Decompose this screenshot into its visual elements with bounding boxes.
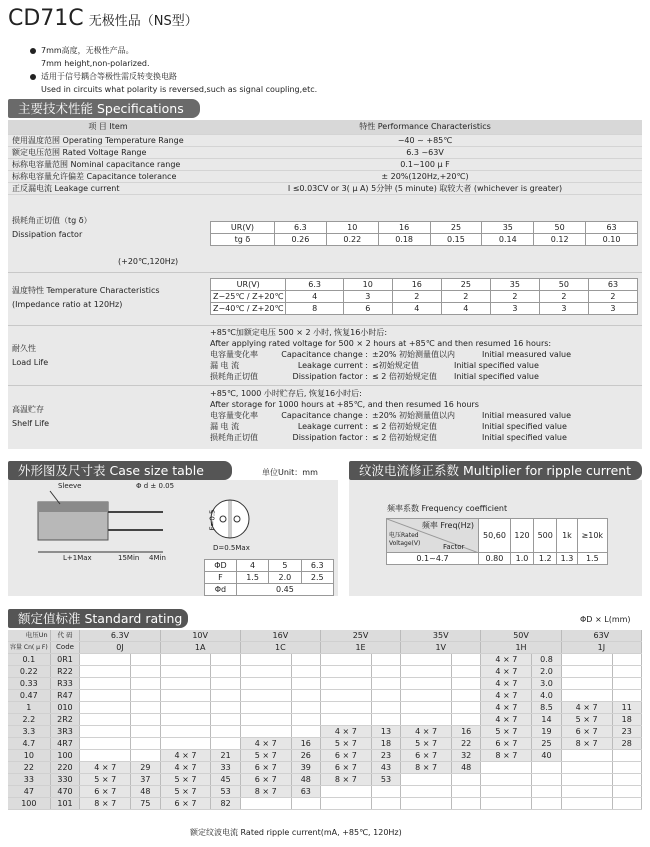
ripple-current-cell: 53 [371, 774, 400, 786]
case-size-cell [160, 666, 211, 678]
case-table: ΦD 4 5 6.3 F 1.5 2.0 2.5 Φd 0.45 [204, 559, 334, 596]
case-size-cell [160, 702, 211, 714]
case-size-cell [320, 714, 371, 726]
case-size-cell: 8 × 7 [561, 738, 612, 750]
case-size-cell: 8 × 7 [80, 798, 131, 810]
case-size-cell: 6 × 7 [160, 798, 211, 810]
df-table: UR(V) 6.3 10 16 25 35 50 63 tg δ 0.26 0.22 0.18 0.15 0.14 0.12 0.10 [210, 221, 638, 246]
case-size-cell: 6 × 7 [561, 726, 612, 738]
ripple-current-cell [612, 774, 641, 786]
ripple-current-cell [612, 750, 641, 762]
case-size-cell [481, 786, 532, 798]
std-footnote: 额定纹波电流 Rated ripple current(mA, +85℃, 120Hz) [190, 828, 402, 837]
ripple-current-cell [371, 678, 400, 690]
sleeve-label: Sleeve [58, 482, 82, 490]
case-size-cell: 4 × 7 [481, 702, 532, 714]
case-size-cell: 6 × 7 [320, 762, 371, 774]
ripple-current-cell [371, 666, 400, 678]
case-size-cell [80, 750, 131, 762]
ripple-current-cell [532, 786, 561, 798]
case-size-cell [481, 762, 532, 774]
ripple-current-cell [532, 774, 561, 786]
case-size-cell [80, 714, 131, 726]
min4-label: 4Min [149, 554, 166, 562]
ripple-current-cell [532, 762, 561, 774]
ripple-current-cell: 16 [452, 726, 481, 738]
ripple-current-cell: 45 [211, 774, 240, 786]
case-size-cell [240, 678, 291, 690]
ripple-current-cell: 63 [291, 786, 320, 798]
ripple-current-cell [452, 702, 481, 714]
shelf-label: 高温贮存 Shelf Life [12, 405, 50, 428]
ripple-current-cell [211, 702, 240, 714]
ripple-current-cell [291, 654, 320, 666]
case-size-cell [80, 738, 131, 750]
case-size-cell: 6 × 7 [401, 750, 452, 762]
case-panel [8, 480, 338, 596]
case-size-cell [401, 702, 452, 714]
case-size-cell [561, 678, 612, 690]
ripple-current-cell: 43 [371, 762, 400, 774]
ripple-current-cell [211, 738, 240, 750]
ripple-current-cell [291, 714, 320, 726]
title-model: CD71C [8, 6, 84, 31]
feature-1-en: 7mm height,non-polarized. [41, 59, 150, 68]
ripple-current-cell: 13 [371, 726, 400, 738]
ripple-current-cell: 29 [131, 762, 160, 774]
bullet-icon [30, 48, 36, 54]
ripple-current-cell [131, 750, 160, 762]
std-unit: ΦD × L(mm) [580, 615, 631, 624]
ripple-current-cell [532, 798, 561, 810]
case-size-cell: 4 × 7 [481, 714, 532, 726]
case-size-cell [481, 774, 532, 786]
ripple-current-cell [612, 690, 641, 702]
bullet-icon [30, 74, 36, 80]
case-size-cell: 4 × 7 [481, 666, 532, 678]
ripple-current-cell: 11 [612, 702, 641, 714]
case-size-cell [80, 666, 131, 678]
spec-head-item: 项 目 Item [8, 120, 208, 134]
case-size-cell: 6 × 7 [320, 750, 371, 762]
case-size-cell: 4 × 7 [240, 738, 291, 750]
case-size-cell [561, 786, 612, 798]
ripple-current-cell [131, 666, 160, 678]
case-size-cell [80, 690, 131, 702]
ripple-current-cell: 53 [211, 786, 240, 798]
ripple-current-cell [131, 702, 160, 714]
ripple-current-cell [131, 738, 160, 750]
load-label: 耐久性 Load Life [12, 344, 49, 367]
ripple-current-cell: 28 [612, 738, 641, 750]
case-size-cell [401, 714, 452, 726]
ripple-current-cell [131, 690, 160, 702]
case-size-cell: 6 × 7 [80, 786, 131, 798]
case-size-cell [561, 774, 612, 786]
case-size-cell: 6 × 7 [240, 762, 291, 774]
table-row: 2.2 2R2 4 × 7 14 5 × 7 18 [8, 714, 642, 726]
case-size-cell [160, 738, 211, 750]
case-size-cell: 4 × 7 [160, 762, 211, 774]
case-size-cell: 5 × 7 [80, 774, 131, 786]
ripple-current-cell: 37 [131, 774, 160, 786]
ripple-current-cell [291, 726, 320, 738]
case-size-cell [401, 786, 452, 798]
spec-section-title: 主要技术性能 Specifications [8, 99, 200, 118]
table-row: 3.3 3R3 4 × 7 13 4 × 7 16 5 × 7 19 6 × 7 23 [8, 726, 642, 738]
table-row: 0.33 R33 4 × 7 3.0 [8, 678, 642, 690]
temp-table: UR(V) 6.3 10 16 25 35 50 63 Z−25℃ / Z+20℃ 4 3 2 2 2 2 2 Z−40℃ / Z+20℃ 8 6 4 4 3 3 3 [210, 278, 638, 315]
case-size-cell [320, 702, 371, 714]
table-row: 0.1 0R1 4 × 7 0.8 [8, 654, 642, 666]
ripple-current-cell [371, 654, 400, 666]
feature-2-zh: 适用于信号耦合等极性需反转变换电路 [30, 70, 317, 83]
case-size-cell [240, 690, 291, 702]
ripple-current-cell [452, 678, 481, 690]
ripple-current-cell [211, 690, 240, 702]
table-row: 33 330 5 × 7 37 5 × 7 45 6 × 7 48 8 × 7 53 [8, 774, 642, 786]
feature-2-en: Used in circuits what polarity is reversed,such as signal coupling,etc. [41, 85, 318, 94]
case-size-cell [240, 654, 291, 666]
case-section-title: 外形图及尺寸表 Case size table [8, 461, 232, 480]
ripple-current-cell: 18 [371, 738, 400, 750]
case-size-cell: 6 × 7 [481, 738, 532, 750]
df-label: 损耗角正切值（tg δ） Dissipation factor [12, 216, 92, 239]
ripple-current-cell: 48 [131, 786, 160, 798]
ripple-current-cell: 4.0 [532, 690, 561, 702]
case-size-cell [240, 714, 291, 726]
ripple-current-cell [612, 678, 641, 690]
ripple-current-cell: 3.0 [532, 678, 561, 690]
case-size-cell [240, 726, 291, 738]
ripple-current-cell [211, 654, 240, 666]
case-size-cell [401, 774, 452, 786]
feature-1-zh: 7mm高度，无极性产品。 [30, 44, 317, 57]
ripple-current-cell [612, 786, 641, 798]
std-section-title: 额定值标准 Standard rating [8, 609, 188, 628]
case-size-cell: 4 × 7 [481, 678, 532, 690]
f-label: F=0.5 [208, 509, 217, 531]
load-details: +85℃加额定电压 500 × 2 小时, 恢复16小时后: After applying rated voltage for 500 × 2 hours at +85℃ and then resumed 16 hours: 电容量变化率 Capacitance change : ±20% 初始测量值以内 Initial measured value 漏 电 流 Leakage current : ≤初始规定值 Initial specified value 损耗角正切值 Dissipation factor : ≤ 2 倍初始规定值 Initial specified value [210, 328, 572, 381]
ripple-current-cell [612, 798, 641, 810]
case-size-cell: 4 × 7 [481, 690, 532, 702]
spec-val-leak: I ≤0.03CV or 3( μ A) 5分钟 (5 minute) 取较大者 (whichever is greater) [208, 182, 642, 194]
spec-val-voltage: 6.3 ~63V [208, 146, 642, 158]
ripple-current-cell: 0.8 [532, 654, 561, 666]
ripple-table: 频率 Freq(Hz) 电压Rated Voltage(V) Factor 50,60 120 500 1k ≥10k 0.1~4.7 0.80 1.0 1.2 1.3 1.5 [386, 518, 608, 565]
temp-label: 温度特性 Temperature Characteristics (Impedance ratio at 120Hz) [12, 286, 160, 309]
ripple-current-cell [131, 678, 160, 690]
case-size-cell: 4 × 7 [160, 750, 211, 762]
ripple-current-cell [371, 786, 400, 798]
ripple-current-cell [371, 702, 400, 714]
ripple-current-cell: 33 [211, 762, 240, 774]
case-size-cell [240, 666, 291, 678]
std-table: 电压Un 代 码 6.3V 10V 16V 25V 35V 50V 63V 容量 Cn( μ F) Code 0J 1A 1C 1E 1V 1H 1J 0.1 0R1 4 × 7 0.8 0.22 R22 4 × 7 2.0 0.33 R33 4 × 7 3.0 0.47 R47 4 × 7 4.0 1 010 4 × 7 8.5 4 × 7 11 2.2 2R2 4 × 7 14 5 × 7 18 3.3 3R3 4 × 7 13 4 × 7 16 5 × 7 19 6 × 7 23 4.7 4R7 4 × 7 16 5 × 7 18 5 × 7 22 6 × 7 25 8 × 7 28 10 100 4 × 7 21 5 × 7 26 6 × 7 23 6 × 7 32 8 × 7 40 22 220 4 × 7 29 4 × 7 33 6 × 7 39 6 × 7 43 8 × 7 48 33 330 5 × 7 37 5 × 7 45 6 × 7 48 8 × 7 53 47 470 6 × 7 48 5 × 7 53 8 × 7 63 100 101 8 × 7 75 6 × 7 82 [8, 630, 642, 810]
case-size-cell [401, 690, 452, 702]
case-size-cell [320, 798, 371, 810]
case-size-cell: 4 × 7 [320, 726, 371, 738]
ripple-current-cell [612, 666, 641, 678]
case-size-cell: 5 × 7 [561, 714, 612, 726]
case-size-cell [320, 786, 371, 798]
ripple-current-cell: 2.0 [532, 666, 561, 678]
table-row: 100 101 8 × 7 75 6 × 7 82 [8, 798, 642, 810]
ripple-current-cell [211, 714, 240, 726]
ripple-current-cell [131, 726, 160, 738]
table-row: 4.7 4R7 4 × 7 16 5 × 7 18 5 × 7 22 6 × 7 25 8 × 7 28 [8, 738, 642, 750]
case-size-cell: 5 × 7 [481, 726, 532, 738]
ripple-current-cell: 25 [532, 738, 561, 750]
case-size-cell [320, 654, 371, 666]
case-size-cell [320, 690, 371, 702]
case-size-cell: 5 × 7 [320, 738, 371, 750]
case-size-cell [160, 678, 211, 690]
ripple-current-cell [371, 714, 400, 726]
ripple-current-cell [612, 654, 641, 666]
spec-head-char: 特性 Performance Characteristics [208, 120, 642, 134]
ripple-current-cell [291, 690, 320, 702]
case-size-cell [80, 702, 131, 714]
case-size-cell [481, 798, 532, 810]
ripple-current-cell: 14 [532, 714, 561, 726]
ripple-current-cell [452, 774, 481, 786]
ripple-corner: 频率 Freq(Hz) 电压Rated Voltage(V) Factor [387, 519, 479, 553]
shelf-details: +85℃, 1000 小时贮存后, 恢复16小时后: After storage for 1000 hours at +85℃, and then resumed 16 hours 电容量变化率 Capacitance change : ±20% 初始测量值以内 Initial measured value 漏 电 流 Leakage current : ≤ 2 倍初始规定值 Initial specified value 损耗角正切值 Dissipation factor : ≤ 2 倍初始规定值 Initial specified value [210, 389, 572, 442]
case-size-cell: 4 × 7 [401, 726, 452, 738]
case-size-cell: 8 × 7 [481, 750, 532, 762]
case-size-cell [401, 654, 452, 666]
ripple-current-cell [452, 654, 481, 666]
spec-val-cap: 0.1~100 μ F [208, 158, 642, 170]
ripple-current-cell [211, 726, 240, 738]
case-size-cell [160, 654, 211, 666]
case-size-cell: 4 × 7 [80, 762, 131, 774]
ripple-current-cell: 40 [532, 750, 561, 762]
case-size-cell [80, 726, 131, 738]
ripple-current-cell: 82 [211, 798, 240, 810]
spec-table: 项 目 Item 特性 Performance Characteristics 使用温度范围 Operating Temperature Range −40 ~ +85℃ 额定电压范围 Rated Voltage Range 6.3 ~63V 标称电容量范围 Nominal capacitance range 0.1~100 μ F 标称电容量允许偏差 Capacitance tolerance ± 20%(120Hz,+20℃) 正反漏电流 Leakage current I ≤0.03CV or 3( μ A) 5分钟 (5 minute) 取较大者 (whichever is greater) [8, 120, 642, 195]
ripple-coef-label: 频率系数 Frequency coefficient [387, 504, 508, 513]
case-size-cell [80, 654, 131, 666]
spec-val-temp: −40 ~ +85℃ [208, 134, 642, 146]
table-row: 0.22 R22 4 × 7 2.0 [8, 666, 642, 678]
case-size-cell [160, 690, 211, 702]
phid-label: Φ d ± 0.05 [136, 482, 175, 490]
ripple-current-cell: 75 [131, 798, 160, 810]
table-row: 10 100 4 × 7 21 5 × 7 26 6 × 7 23 6 × 7 32 8 × 7 40 [8, 750, 642, 762]
case-size-cell [401, 678, 452, 690]
ripple-current-cell [452, 714, 481, 726]
ripple-current-cell: 48 [291, 774, 320, 786]
ripple-current-cell [211, 666, 240, 678]
ripple-current-cell: 39 [291, 762, 320, 774]
case-size-cell: 8 × 7 [320, 774, 371, 786]
case-size-cell [240, 702, 291, 714]
ripple-current-cell: 19 [532, 726, 561, 738]
ripple-current-cell: 22 [452, 738, 481, 750]
table-row: 47 470 6 × 7 48 5 × 7 53 8 × 7 63 [8, 786, 642, 798]
case-size-cell [401, 666, 452, 678]
ripple-current-cell [452, 690, 481, 702]
page-title [8, 6, 198, 31]
table-row: 1 010 4 × 7 8.5 4 × 7 11 [8, 702, 642, 714]
ripple-current-cell: 23 [371, 750, 400, 762]
ripple-current-cell [211, 678, 240, 690]
ripple-current-cell [291, 702, 320, 714]
case-size-cell: 5 × 7 [240, 750, 291, 762]
case-size-cell [320, 678, 371, 690]
ripple-current-cell [131, 714, 160, 726]
case-size-cell [561, 750, 612, 762]
d-label: D=0.5Max [213, 544, 250, 552]
ripple-current-cell [291, 666, 320, 678]
case-size-cell [561, 666, 612, 678]
case-size-cell [160, 714, 211, 726]
case-size-cell [401, 798, 452, 810]
case-size-cell [561, 690, 612, 702]
case-size-cell: 5 × 7 [160, 774, 211, 786]
min15-label: 15Min [118, 554, 140, 562]
ripple-current-cell: 16 [291, 738, 320, 750]
case-size-cell: 5 × 7 [401, 738, 452, 750]
case-unit: 单位Unit：mm [262, 468, 318, 477]
ripple-current-cell: 18 [612, 714, 641, 726]
ripple-current-cell [452, 786, 481, 798]
ripple-current-cell: 26 [291, 750, 320, 762]
case-size-cell: 8 × 7 [401, 762, 452, 774]
case-size-cell [320, 666, 371, 678]
ripple-current-cell [452, 666, 481, 678]
table-row: 22 220 4 × 7 29 4 × 7 33 6 × 7 39 6 × 7 43 8 × 7 48 [8, 762, 642, 774]
table-row: 0.47 R47 4 × 7 4.0 [8, 690, 642, 702]
df-condition: (+20℃,120Hz) [118, 257, 179, 266]
length-label: L+1Max [63, 554, 92, 562]
spec-val-tol: ± 20%(120Hz,+20℃) [208, 170, 642, 182]
feature-list [30, 44, 317, 96]
case-size-cell [240, 798, 291, 810]
case-size-cell [561, 762, 612, 774]
ripple-current-cell [291, 678, 320, 690]
title-type: 无极性品（NS型） [88, 14, 198, 29]
ripple-panel [349, 480, 642, 596]
ripple-current-cell [131, 654, 160, 666]
ripple-current-cell: 23 [612, 726, 641, 738]
case-size-cell [561, 798, 612, 810]
ripple-current-cell [371, 798, 400, 810]
ripple-current-cell: 32 [452, 750, 481, 762]
spec-panel [8, 120, 642, 449]
case-size-cell: 4 × 7 [561, 702, 612, 714]
case-size-cell: 5 × 7 [160, 786, 211, 798]
case-size-cell: 8 × 7 [240, 786, 291, 798]
ripple-current-cell [452, 798, 481, 810]
case-size-cell: 4 × 7 [481, 654, 532, 666]
ripple-current-cell [291, 798, 320, 810]
ripple-current-cell: 8.5 [532, 702, 561, 714]
case-size-cell: 6 × 7 [240, 774, 291, 786]
case-size-cell [160, 726, 211, 738]
ripple-current-cell [371, 690, 400, 702]
ripple-current-cell: 21 [211, 750, 240, 762]
case-size-cell [561, 654, 612, 666]
ripple-section-title: 纹波电流修正系数 Multiplier for ripple current [349, 461, 642, 480]
ripple-current-cell: 48 [452, 762, 481, 774]
ripple-current-cell [612, 762, 641, 774]
case-size-cell [80, 678, 131, 690]
